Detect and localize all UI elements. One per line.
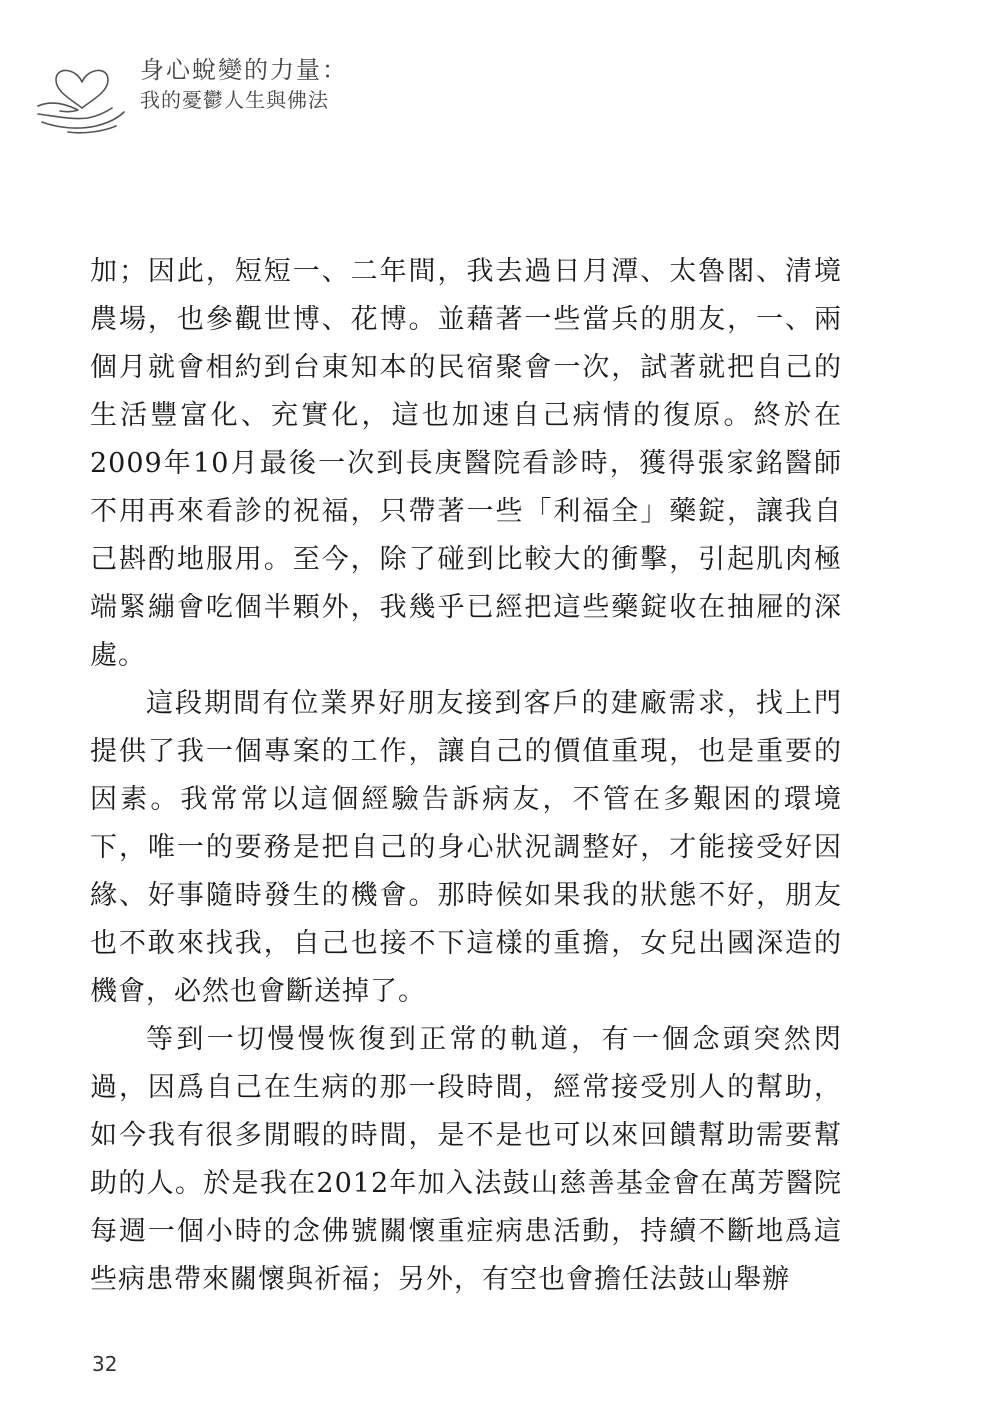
paragraph-3: 等到一切慢慢恢復到正常的軌道，有一個念頭突然閃過，因爲自己在生病的那一段時間，經常接受別人的幫助，如今我有很多閒暇的時間，是不是也可以來回饋幫助需要幫助的人。於是我在2012年加入法鼓山慈善基金會在萬芳醫院每週一個小時的念佛號關懷重症病患活動，持續不斷地爲這些病患帶來關懷與祈福；另外，有空也會擔任法鼓山舉辦: [90, 1024, 842, 1295]
paragraph-1: 加；因此，短短一、二年間，我去過日月潭、太魯閣、清境農場，也參觀世博、花博。並藉著一些當兵的朋友，一、兩個月就會相約到台東知本的民宿聚會一次，試著就把自己的生活豐富化、充實化，這也加速自己病情的復原。終於在2009年10月最後一次到長庚醫院看診時，獲得張家銘醫師不用再來看診的祝福，只帶著一些「利福全」藥錠，讓我自己斟酌地服用。至今，除了碰到比較大的衝擊，引起肌肉極端緊繃會吃個半顆外，我幾乎已經把這些藥錠收在抽屜的深處。: [90, 256, 842, 671]
paragraph-2: 這段期間有位業界好朋友接到客戶的建廠需求，找上門提供了我一個專案的工作，讓自己的價值重現，也是重要的因素。我常常以這個經驗告訴病友，不管在多艱困的環境下，唯一的要務是把自己的身心狀況調整好，才能接受好因緣、好事隨時發生的機會。那時候如果我的狀態不好，朋友也不敢來找我，自己也接不下這樣的重擔，女兒出國深造的機會，必然也會斷送掉了。: [90, 688, 842, 1007]
book-subtitle: 我的憂鬱人生與佛法: [140, 88, 329, 112]
book-header: [32, 44, 348, 144]
body-text: [90, 248, 842, 1304]
page-number: 32: [92, 1352, 118, 1376]
heart-hands-icon: [32, 44, 132, 134]
book-title: 身心蛻變的力量：: [140, 56, 348, 84]
